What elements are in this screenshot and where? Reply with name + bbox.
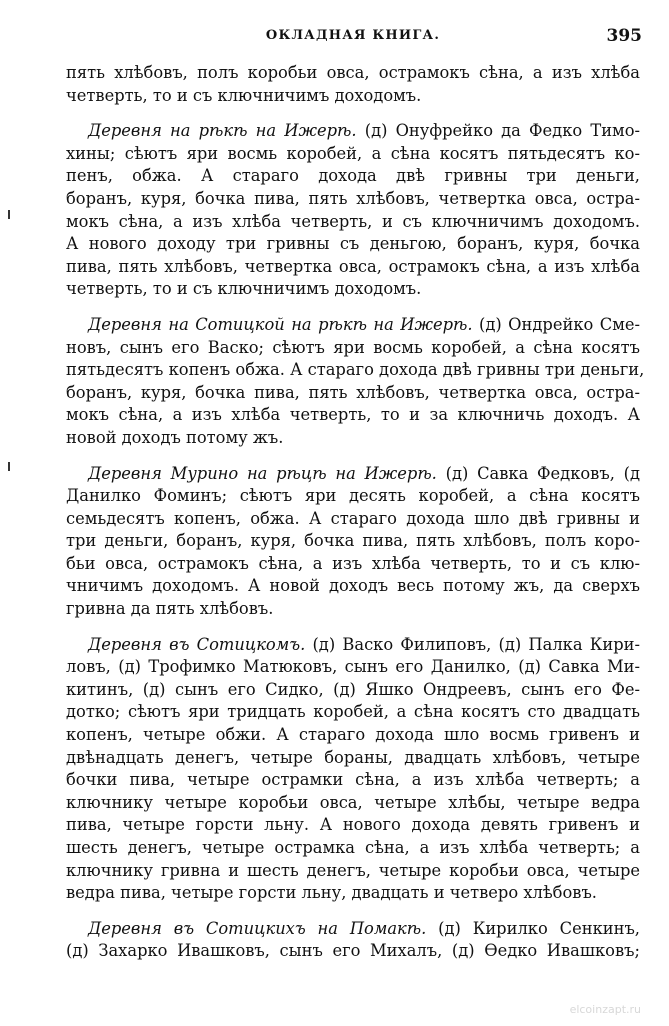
paragraph-village-sotitskaya: [66, 314, 645, 450]
running-title: ОКЛАДНАЯ КНИГА.: [265, 28, 441, 43]
text-line: четверть, то и съ ключничимъ доходомъ.: [66, 85, 422, 105]
paragraph-continuation: [66, 62, 640, 107]
text-line: новъ, сынъ его Васко; сѣютъ яри восмь коробей, а сѣна косятъ: [66, 337, 640, 357]
text-line: боранъ, куря, бочка пива, пять хлѣбовъ, четвертка овса, остра-: [66, 188, 640, 208]
margin-tick-mark: [8, 210, 10, 219]
text-line: копенъ, четыре обжи. А стараго дохода шло восмь гривенъ и: [66, 725, 640, 745]
text-line: ключнику гривна и шесть денегъ, четыре коробьи овса, четыре: [66, 860, 640, 880]
text-line: четверть, то и съ ключничимъ доходомъ.: [66, 279, 422, 299]
text-line-rest: (д) Ондрейко Сме-: [472, 314, 640, 334]
site-watermark: elcoinzapt.ru: [569, 1003, 641, 1016]
text-line: хины; сѣютъ яри восмь коробей, а сѣна косятъ пятьдесятъ ко-: [66, 143, 640, 163]
text-line: пять хлѣбовъ, полъ коробьи овса, острамокъ сѣна, а изъ хлѣба: [66, 63, 640, 82]
text-line: ключнику четыре коробьи овса, четыре хлѣбы, четыре ведра: [66, 792, 640, 812]
text-line: ведра пива, четыре горсти льну, двадцать и четверо хлѣбовъ.: [66, 883, 597, 903]
text-line: пива, четыре горсти льну. А нового дохода девять гривенъ и: [66, 815, 640, 835]
text-line: новой доходъ потому жъ.: [66, 427, 284, 447]
body-text: [66, 62, 645, 963]
text-line-rest: (д) Кирилко Сенкинъ,: [426, 918, 640, 938]
text-line: семьдесятъ копенъ, обжа. А стараго дохода шло двѣ гривны и: [66, 508, 640, 528]
text-line: мокъ сѣна, а изъ хлѣба четверть, то и за ключничь доходъ. А: [66, 405, 640, 425]
village-name: Деревня Мурино на рѣцѣ на Ижерѣ.: [88, 463, 437, 483]
village-name: Деревня на рѣкѣ на Ижерѣ.: [88, 121, 357, 141]
text-line: [66, 120, 640, 143]
page-header: [64, 28, 642, 50]
text-line: А нового доходу три гривны съ деньгою, боранъ, куря, бочка: [66, 234, 640, 254]
text-line: ловъ, (д) Трофимко Матюковъ, сынъ его Данилко, (д) Савка Ми-: [66, 657, 640, 677]
text-line: китинъ, (д) сынъ его Сидко, (д) Яшко Ондреевъ, сынъ его Фе-: [66, 679, 640, 699]
margin-tick-mark: [8, 462, 10, 471]
text-line: мокъ сѣна, а изъ хлѣба четверть, и съ ключничимъ доходомъ.: [66, 211, 640, 231]
text-line: пятьдесятъ копенъ обжа. А стараго дохода двѣ гривны три деньги,: [66, 360, 645, 380]
text-line-rest: (д) Савка Федковъ, (д: [436, 463, 641, 483]
text-line: бьи овса, острамокъ сѣна, а изъ хлѣба четверть, то и съ клю-: [66, 553, 640, 573]
paragraph-village-murino: [66, 463, 640, 621]
text-line: три деньги, боранъ, куря, бочка пива, пять хлѣбовъ, полъ коро-: [66, 531, 640, 551]
text-line-rest: (д) Онуфрейко да Федко Тимо-: [356, 121, 641, 141]
paragraph-village-pomak: [66, 918, 640, 963]
village-name: Деревня въ Сотицкихъ на Помакѣ.: [88, 918, 427, 938]
text-line-rest: (д) Васко Филиповъ, (д) Палка Кири-: [305, 634, 640, 654]
text-line: [66, 634, 640, 657]
paragraph-village-sotitskom: [66, 634, 640, 905]
text-line: двѣнадцать денегъ, четыре бораны, двадцать хлѣбовъ, четыре: [66, 747, 640, 767]
text-line: чничимъ доходомъ. А новой доходъ весь потому жъ, да сверхъ: [66, 576, 640, 596]
text-line: боранъ, куря, бочка пива, пять хлѣбовъ, четвертка овса, остра-: [66, 382, 640, 402]
text-line: [66, 314, 640, 337]
text-line: [66, 918, 640, 941]
paragraph-village-izhera: [66, 120, 640, 301]
text-line: пенъ, обжа. А стараго дохода двѣ гривны три деньги,: [66, 166, 640, 186]
text-line: дотко; сѣютъ яри тридцать коробей, а сѣна косятъ сто двадцать: [66, 702, 640, 722]
village-name: Деревня въ Сотицкомъ.: [88, 634, 306, 654]
text-line: бочки пива, четыре острамки сѣна, а изъ хлѣба четверть; а: [66, 770, 640, 790]
text-line: (д) Захарко Ивашковъ, сынъ его Михалъ, (д) Ѳедко Ивашковъ;: [66, 941, 640, 961]
text-line: [66, 463, 640, 486]
page-number: 395: [606, 26, 642, 46]
text-line: Данилко Фоминъ; сѣютъ яри десять коробей, а сѣна косятъ: [66, 486, 640, 506]
text-line: пива, пять хлѣбовъ, четвертка овса, острамокъ сѣна, а изъ хлѣба: [66, 256, 640, 276]
text-line: шесть денегъ, четыре острамка сѣна, а изъ хлѣба четверть; а: [66, 838, 640, 857]
text-line: гривна да пять хлѣбовъ.: [66, 599, 274, 619]
village-name: Деревня на Сотицкой на рѣкѣ на Ижерѣ.: [88, 314, 473, 334]
